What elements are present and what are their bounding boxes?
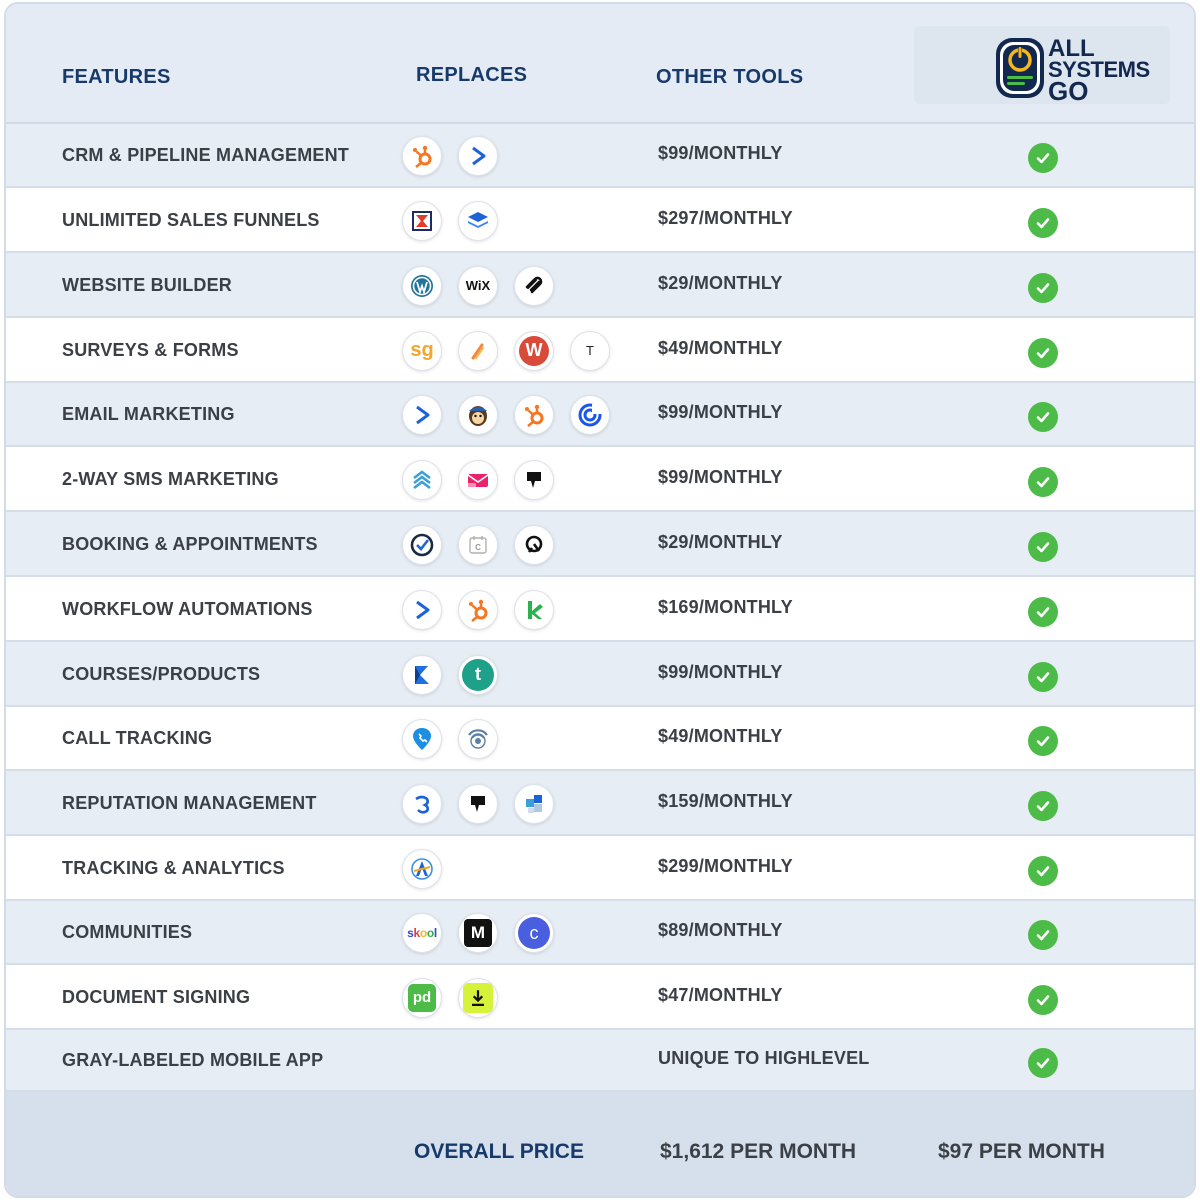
feature-name: BOOKING & APPOINTMENTS (62, 533, 318, 554)
analytics-icon (402, 849, 442, 889)
feature-name: 2-WAY SMS MARKETING (62, 468, 279, 489)
included-check-icon (1028, 143, 1058, 173)
feature-name: REPUTATION MANAGEMENT (62, 792, 317, 813)
wix-icon: WiX (458, 266, 498, 306)
replaced-tools-icons (402, 525, 554, 565)
leadpages-icon (458, 201, 498, 241)
comparison-table (4, 2, 1196, 1198)
features-column-header: FEATURES (62, 66, 171, 88)
feature-name: CRM & PIPELINE MANAGEMENT (62, 145, 350, 165)
replaced-tools-icons (402, 913, 554, 953)
logo-text-systems: SYSTEMS (1048, 57, 1150, 82)
docsign-icon (458, 978, 498, 1018)
included-check-icon (1028, 532, 1058, 562)
feature-name: CALL TRACKING (62, 728, 213, 748)
replaced-tools-icons (402, 266, 554, 306)
surveygizmo-icon: sg (402, 331, 442, 371)
other-tools-price: $99/MONTHLY (658, 661, 783, 682)
mailchimp-icon (458, 395, 498, 435)
feature-name: COURSES/PRODUCTS (62, 663, 261, 684)
feature-name: DOCUMENT SIGNING (62, 986, 251, 1007)
other-tools-price: $159/MONTHLY (658, 790, 793, 811)
feature-name: COMMUNITIES (62, 922, 193, 942)
jotform-icon (458, 331, 498, 371)
replaced-tools-icons (402, 719, 498, 759)
teachable-icon: t (458, 655, 498, 695)
svg-text:C: C (475, 542, 481, 552)
other-tools-price: $29/MONTHLY (658, 272, 783, 293)
other-tools-price: $99/MONTHLY (658, 466, 783, 487)
feature-name: GRAY-LABELED MOBILE APP (62, 1050, 324, 1070)
podium-icon (458, 784, 498, 824)
included-check-icon (1028, 662, 1058, 692)
replaced-tools-icons (402, 136, 498, 176)
other-tools-price: $297/MONTHLY (658, 207, 793, 228)
activecampaign-icon (458, 136, 498, 176)
other-tools-price: $99/MONTHLY (658, 402, 783, 422)
replaced-tools-icons (402, 201, 498, 241)
replaced-tools-icons (402, 784, 554, 824)
replaces-column-header: REPLACES (416, 64, 528, 86)
included-check-icon (1028, 920, 1058, 950)
hubspot-icon (402, 136, 442, 176)
clickfunnels-icon (402, 201, 442, 241)
pandadoc-icon: pd (402, 978, 442, 1018)
included-check-icon (1028, 467, 1058, 497)
other-tools-price: $99/MONTHLY (658, 143, 783, 163)
replaced-tools-icons (402, 978, 498, 1018)
replaced-tools-icons (402, 590, 554, 630)
constantcontact-icon (570, 395, 610, 435)
included-check-icon (1028, 856, 1058, 886)
replaced-tools-icons (402, 395, 610, 435)
other-tools-column-header: OTHER TOOLS (656, 66, 804, 88)
other-tools-price: $47/MONTHLY (658, 984, 783, 1005)
replaced-tools-icons (402, 849, 442, 889)
keap-icon (514, 590, 554, 630)
scheduler-icon (514, 525, 554, 565)
power-logo-icon (992, 34, 1048, 102)
feature-name: UNLIMITED SALES FUNNELS (62, 209, 320, 230)
activecampaign-icon (402, 590, 442, 630)
feature-name: WEBSITE BUILDER (62, 274, 233, 295)
sms-envelope-icon (458, 460, 498, 500)
podium-icon (514, 460, 554, 500)
birdeye-icon (402, 784, 442, 824)
other-tools-price: $49/MONTHLY (658, 726, 783, 746)
included-check-icon (1028, 402, 1058, 432)
skool-icon: skool (402, 913, 442, 953)
mighty-icon: M (458, 913, 498, 953)
activecampaign-icon (402, 395, 442, 435)
table-header (6, 4, 1194, 124)
squarespace-icon (514, 266, 554, 306)
feature-name: SURVEYS & FORMS (62, 339, 239, 360)
other-tools-price: $89/MONTHLY (658, 920, 783, 940)
other-tools-price: $169/MONTHLY (658, 596, 793, 617)
included-check-icon (1028, 273, 1058, 303)
wufoo-icon: W (514, 331, 554, 371)
feature-name: WORKFLOW AUTOMATIONS (62, 598, 313, 619)
other-tools-price: $299/MONTHLY (658, 855, 793, 876)
hubspot-icon (458, 590, 498, 630)
sms-layers-icon (402, 460, 442, 500)
all-systems-go-total: $97 PER MONTH (938, 1140, 1105, 1163)
other-tools-price: UNIQUE TO HIGHLEVEL (658, 1048, 870, 1068)
wordpress-icon (402, 266, 442, 306)
other-tools-total: $1,612 PER MONTH (660, 1140, 857, 1163)
replaced-tools-icons (402, 655, 498, 695)
replaced-tools-icons (402, 460, 554, 500)
calendly-icon (458, 525, 498, 565)
hubspot-icon (514, 395, 554, 435)
logo-text-go: GO (1048, 76, 1089, 106)
overall-price-label: OVERALL PRICE (414, 1140, 584, 1163)
typeform-icon: T (570, 331, 610, 371)
acuity-icon (402, 525, 442, 565)
feature-name: TRACKING & ANALYTICS (62, 857, 285, 878)
other-tools-price: $49/MONTHLY (658, 337, 783, 358)
reputation-icon (514, 784, 554, 824)
included-check-icon (1028, 726, 1058, 756)
included-check-icon (1028, 791, 1058, 821)
calltracking-icon (458, 719, 498, 759)
kajabi-icon (402, 655, 442, 695)
included-check-icon (1028, 1048, 1058, 1078)
other-tools-price: $29/MONTHLY (658, 531, 783, 552)
circle-icon: c (514, 913, 554, 953)
callrail-icon (402, 719, 442, 759)
included-check-icon (1028, 597, 1058, 627)
feature-name: EMAIL MARKETING (62, 404, 235, 424)
included-check-icon (1028, 338, 1058, 368)
replaced-tools-icons (402, 331, 610, 371)
logo-text-all: ALL (1048, 35, 1095, 62)
included-check-icon (1028, 208, 1058, 238)
included-check-icon (1028, 985, 1058, 1015)
